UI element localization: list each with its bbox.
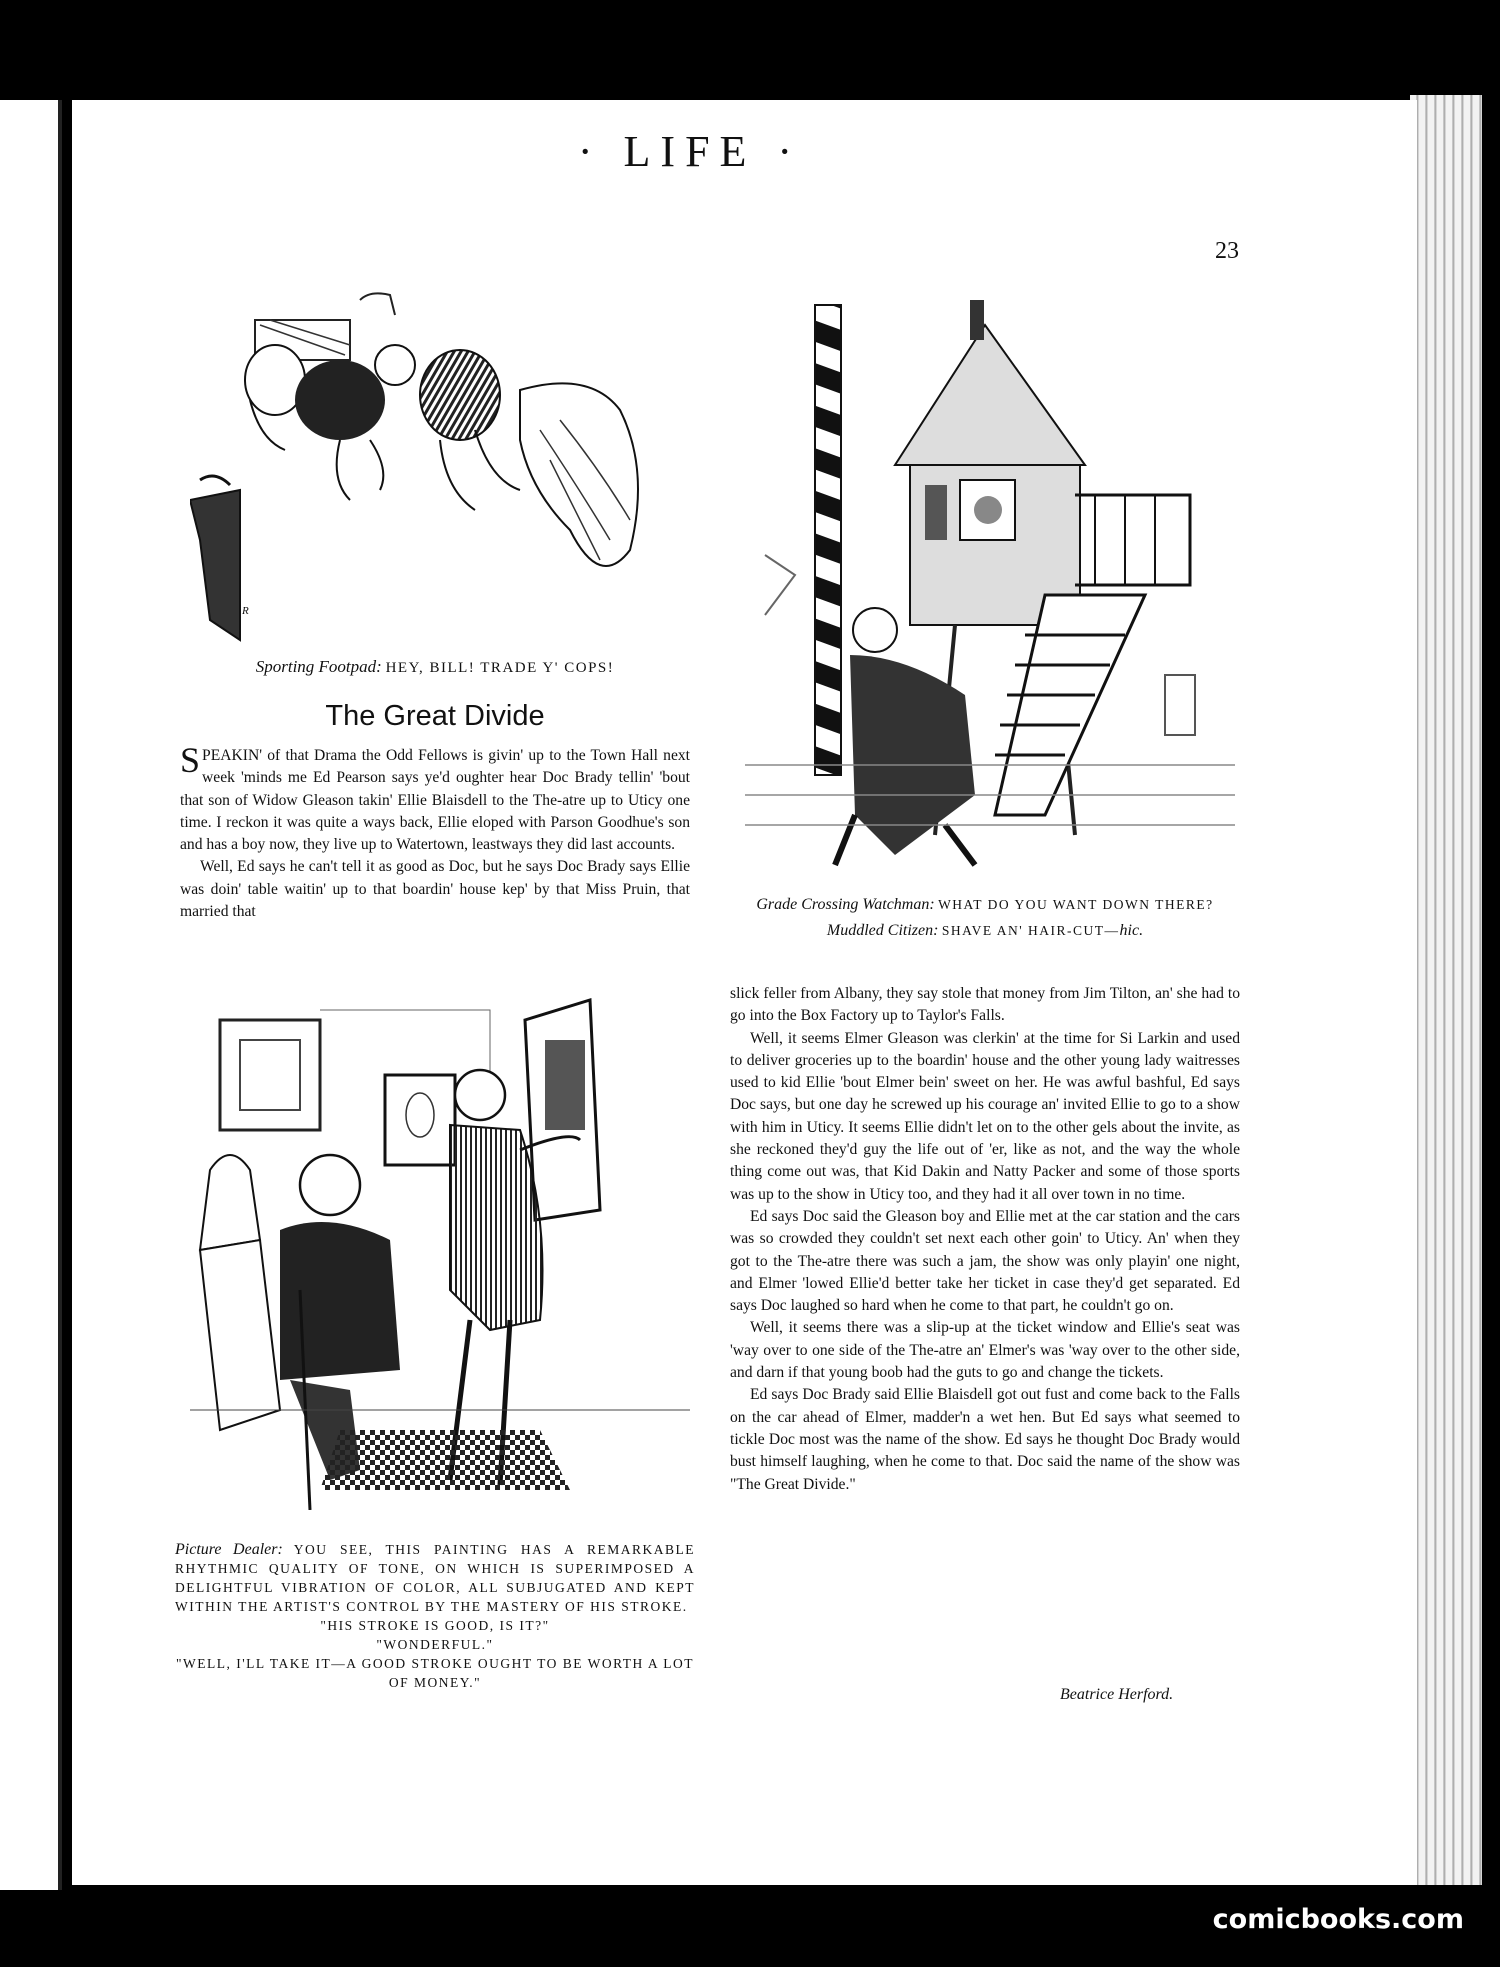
article-paragraph-1 (180, 740, 690, 856)
picture-dealer-caption-line-1 (175, 1540, 695, 1616)
artist-signature-mark: R (242, 605, 249, 617)
watchman-caption-line-2 (730, 921, 1240, 941)
article-column-left (180, 740, 690, 923)
picture-dealer-line-3: "WONDERFUL." (376, 1637, 494, 1652)
article-paragraph-6: Ed says Doc Brady said Ellie Blaisdell got out fust and come back to the Falls on the car ahead of Elmer, madder'n a wet hen. But Ed says what seemed to tickle Doc most was the name of the show. Ed says he thought Doc Brady would bust himself laughing, when he come to that. Doc said the name of the show was "The Great Divide." (730, 1386, 1240, 1493)
picture-dealer-speaker: Picture Dealer: (175, 1541, 283, 1558)
footpad-cartoon-illustration (190, 290, 680, 650)
watchman-speaker: Grade Crossing Watchman: (756, 896, 935, 913)
article-paragraph-3: Well, it seems Elmer Gleason was clerkin' at the time for Si Larkin and used to deliver groceries up to the boardin' house and the other young lady waitresses used to kid Ellie 'bout Elmer bein' sweet on her. He was awful bashful, Ed says Doc says, but one day he screwed up his courage an' invited Ellie to go to a show with him in Uticy. It seems Ellie didn't let on to the other gels about the invite, as she reckoned they'd guy the life out of 'er, like as not, and the way the whole thing come out was, that Kid Dakin and Natty Packer and some of those sports was up to the show in Uticy too, and they had it all over town in no time. (730, 1029, 1240, 1203)
left-facing-page-edge (0, 100, 62, 1890)
citizen-line-italic: hic. (1119, 922, 1144, 939)
article-paragraph-2: Well, Ed says he can't tell it as good as Doc, but he says Doc Brady says Ellie was doin' table waitin' up to that boardin' house kep' by that Miss Pruin, that married that (180, 858, 690, 921)
picture-dealer-line-4: "WELL, I'LL TAKE IT—A GOOD STROKE OUGHT TO BE WORTH A LOT OF MONEY." (175, 1656, 695, 1690)
watchman-cartoon-illustration (745, 295, 1235, 875)
watchman-line: WHAT DO YOU WANT DOWN THERE? (938, 897, 1214, 912)
article-paragraph-2-continued: slick feller from Albany, they say stole that money from Jim Tilton, an' she had to go into the Box Factory up to Taylor's Falls. (730, 985, 1240, 1025)
picture-dealer-cartoon-illustration (190, 990, 690, 1510)
citizen-line: SHAVE AN' HAIR-CUT— (941, 923, 1120, 938)
picture-dealer-line-2: "HIS STROKE IS GOOD, IS IT?" (320, 1618, 550, 1633)
author-signature: Beatrice Herford. (1060, 1686, 1174, 1703)
article-column-right (730, 983, 1240, 1496)
picture-dealer-caption (175, 1540, 695, 1692)
paragraph-1-text: PEAKIN' of that Drama the Odd Fellows is givin' up to the Town Hall next week 'minds me Ed Pearson says ye'd oughter hear Doc Brady tellin' 'bout that son of Widow Gleason takin' Ellie Blaisdell to the The-atre up to Uticy one time. I reckon it was quite a ways back, Ellie eloped with Parson Goodhue's son and has a boy now, they live up to Watertown, leastways they did last accounts. (180, 747, 690, 854)
footpad-line: HEY, BILL! TRADE Y' COPS! (385, 660, 615, 676)
drop-cap: S (180, 740, 201, 780)
page-number: 23 (1215, 238, 1239, 264)
picture-dealer-line-1: YOU SEE, THIS PAINTING HAS A REMARKABLE RHYTHMIC QUALITY OF TONE, ON WHICH IS SUPERIMPOSED A DELIGHTFUL VIBRATION OF COLOR, ALL SUBJUGATED AND KEPT WITHIN THE ARTIST'S CONTROL BY THE MASTERY OF HIS STROKE. (175, 1542, 696, 1614)
page-stack-edges (1410, 95, 1482, 1885)
article-title: The Great Divide (325, 700, 545, 732)
masthead: · LIFE · (577, 127, 803, 176)
watchman-caption-line-1 (730, 895, 1240, 915)
site-watermark: comicbooks.com (1212, 1904, 1464, 1935)
article-paragraph-5: Well, it seems there was a slip-up at the ticket window and Ellie's seat was 'way over to one side of the The-atre an' Elmer's was 'way over to the other side, and darn if that young boob had the guts to go and change the tickets. (730, 1319, 1240, 1382)
article-paragraph-4: Ed says Doc said the Gleason boy and Ellie met at the car station and the cars was so crowded they couldn't set next each other goin' to Uticy. An' when they got to the The-atre there was such a jam, the show was only playin' one night, and Elmer 'lowed Ellie'd better take her ticket in case they'd get separated. Ed says Doc laughed so hard when he come to that part, he couldn't go on. (730, 1207, 1240, 1315)
footpad-caption (185, 657, 685, 678)
watchman-caption (730, 895, 1240, 941)
footpad-speaker: Sporting Footpad: (255, 657, 382, 676)
citizen-speaker: Muddled Citizen: (826, 922, 939, 939)
